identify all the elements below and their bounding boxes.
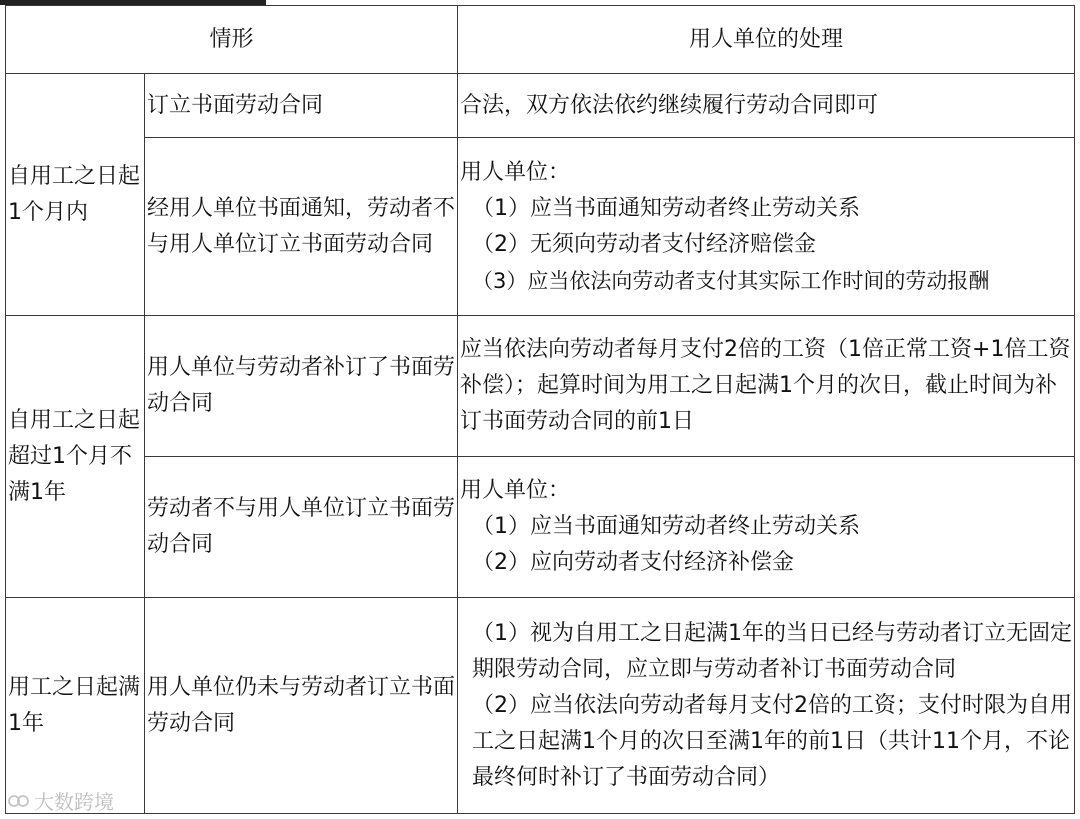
case-cell: 订立书面劳动合同 [145,74,458,138]
table-row [6,316,1075,457]
handling-line: 合法，双方依法依约继续履行劳动合同即可 [460,92,879,118]
handling-line: 用人单位： [460,478,571,503]
handling-line: 用人单位： [460,159,571,185]
period-cell: 自用工之日起1个月内 [6,74,145,316]
handling-line: （2）应当依法向劳动者每月支付2倍的工资；支付时限为自用工之日起满1个月的次日至满1年的前1日（共计11个月，不论最终何时补订了书面劳动合同） [472,692,1073,790]
handling-line: （1）应当书面通知劳动者终止劳动关系 [472,514,861,539]
header-row [6,6,1075,74]
period-cell: 用工之日起满1年 [6,598,145,814]
handling-cell [458,316,1075,457]
handling-cell [458,457,1075,598]
case-cell: 劳动者不与用人单位订立书面劳动合同 [145,457,458,598]
period-cell: 自用工之日起超过1个月不满1年 [6,316,145,598]
handling-cell [458,598,1075,814]
handling-line: 应当依法向劳动者每月支付2倍的工资（1倍正常工资+1倍工资补偿）；起算时间为用工之日起满1个月的次日，截止时间为补订书面劳动合同的前1日 [460,337,1071,434]
table-row [6,598,1075,814]
table-row [6,457,1075,598]
labor-contract-table [5,5,1075,814]
handling-cell [458,74,1075,138]
header-handling: 用人单位的处理 [458,6,1075,74]
table-row [6,74,1075,138]
handling-line: （2）应向劳动者支付经济补偿金 [472,550,795,575]
handling-line: （3）应当依法向劳动者支付其实际工作时间的劳动报酬 [472,268,990,293]
handling-line: （2）无须向劳动者支付经济赔偿金 [472,231,817,257]
handling-line: （1）视为自用工之日起满1年的当日已经与劳动者订立无固定期限劳动合同，应立即与劳动者补订书面劳动合同 [472,620,1073,682]
handling-cell [458,138,1075,316]
case-cell: 用人单位仍未与劳动者订立书面劳动合同 [145,598,458,814]
watermark-text: 大数跨境 [34,790,114,814]
handling-line: （1）应当书面通知劳动者终止劳动关系 [472,195,861,221]
watermark-logo-icon [8,792,30,810]
case-cell: 用人单位与劳动者补订了书面劳动合同 [145,316,458,457]
table-row [6,138,1075,316]
header-situation: 情形 [6,6,458,74]
case-cell: 经用人单位书面通知，劳动者不与用人单位订立书面劳动合同 [145,138,458,316]
watermark [8,786,114,815]
